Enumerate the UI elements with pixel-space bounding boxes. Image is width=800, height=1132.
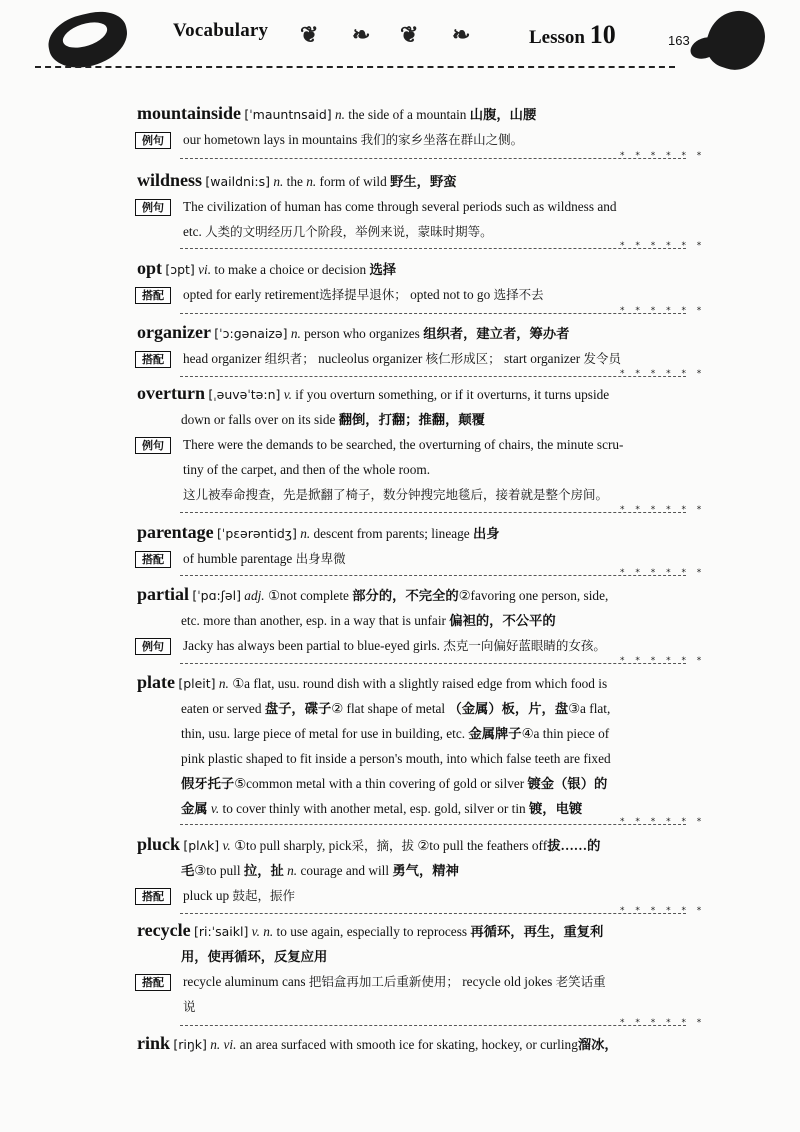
entry-divider (180, 248, 686, 249)
entry-divider (180, 376, 686, 377)
collocation-row: 搭配 recycle aluminum cans 把铝盒再加工后重新使用； recycle old jokes 老笑话重 (137, 969, 709, 994)
entry-organizer: organizer [ˈɔ:gənaizə] n. person who organizes 组织者，建立者，筹办者 搭配 head organizer 组织者； nucleolus organizer 核仁形成区； start organizer 发令员 (137, 320, 709, 371)
collocation-tag: 搭配 (135, 888, 171, 905)
stars: * * * * * * (620, 306, 706, 316)
entry-divider (180, 1025, 686, 1026)
collocation-row: 搭配 of humble parentage 出身卑微 (137, 546, 709, 571)
entry-pluck: pluck [plʌk] v. ①to pull sharply, pick采，摘，拔 ②to pull the feathers off拔……的 毛③to pull 拉，扯 n. courage and will 勇气，精神 搭配 pluck up 鼓起，振作 (137, 832, 709, 908)
stars: * * * * * * (620, 241, 706, 251)
collocation-row: 搭配 opted for early retirement选择提早退休； opted not to go 选择不去 (137, 282, 709, 307)
stars: * * * * * * (620, 1018, 706, 1028)
entry-parentage: parentage [ˈpɛərəntidʒ] n. descent from parents; lineage 出身 搭配 of humble parentage 出身卑微 (137, 520, 709, 571)
stars: * * * * * * (620, 369, 706, 379)
example-tag: 例句 (135, 199, 171, 216)
entry-wildness: wildness [waildni:s] n. the n. form of wild 野生，野蛮 例句 The civilization of human has come through several periods such as wildness and etc. 人类的文明经历几个阶段，举例来说，蒙昧时期等。 (137, 168, 709, 244)
collocation-row: 搭配 head organizer 组织者； nucleolus organizer 核仁形成区； start organizer 发令员 (137, 346, 709, 371)
collocation-tag: 搭配 (135, 551, 171, 568)
stars: * * * * * * (620, 656, 706, 666)
stars: * * * * * * (620, 906, 706, 916)
example-tag: 例句 (135, 638, 171, 655)
header-divider (35, 66, 675, 68)
entry-divider (180, 824, 686, 825)
entry-recycle: recycle [ri:ˈsaikl] v. n. to use again, especially to reprocess 再循环，再生，重复利 用，使再循环，反复应用 搭配 recycle aluminum cans 把铝盒再加工后重新使用； recycle old jokes 老笑话重 说 (137, 918, 709, 1019)
example-tag: 例句 (135, 437, 171, 454)
collocation-tag: 搭配 (135, 974, 171, 991)
example-row: 例句 Jacky has always been partial to blue-eyed girls. 杰克一向偏好蓝眼睛的女孩。 (137, 633, 709, 658)
entry-mountainside: mountainside [ˈmauntnsaid] n. the side of a mountain 山腹，山腰 例句 our hometown lays in mountains 我们的家乡坐落在群山之侧。 (137, 101, 709, 152)
stars: * * * * * * (620, 568, 706, 578)
page-header (0, 0, 800, 80)
example-row: 例句 The civilization of human has come through several periods such as wildness and (137, 194, 709, 219)
entry-overturn: overturn [ˌəuvəˈtə:n] v. if you overturn something, or if it overturns, it turns upside down or falls over on its side 翻倒，打翻；推翻，颠覆 例句 There were the demands to be searched, the overturning of chairs, the minute scru- tiny of the carpet, and then of the whole room. 这儿被奉命搜查，先是掀翻了椅子，数分钟搜完地毯后，接着就是整个房间。 (137, 381, 709, 507)
entry-plate: plate [pleit] n. ①a flat, usu. round dish with a slightly raised edge from which food is eaten or served 盘子，碟子② flat shape of metal （金属）板，片，盘③a flat, thin, usu. large piece of metal for use in building, etc. 金属牌子④a thin piece of pink plastic shaped to fit inside a person's mouth, into which false teeth are fixed 假牙托子⑤common metal with a thin covering of gold or silver 镀金（银）的 金属 v. to cover thinly with another metal, esp. gold, silver or tin 镀，电镀 (137, 672, 611, 816)
example-tag: 例句 (135, 132, 171, 149)
entry-partial: partial [ˈpɑ:ʃəl] adj. ①not complete 部分的，不完全的②favoring one person, side, etc. more than another, esp. in a way that is unfair 偏袒的，不公平的 例句 Jacky has always been partial to blue-eyed girls. 杰克一向偏好蓝眼睛的女孩。 (137, 582, 709, 658)
entry-divider (180, 575, 686, 576)
entry-divider (180, 313, 686, 314)
example-row: 例句 our hometown lays in mountains 我们的家乡坐落在群山之侧。 (137, 127, 709, 152)
stars: * * * * * * (620, 505, 706, 515)
collocation-row: 搭配 pluck up 鼓起，振作 (137, 883, 709, 908)
page-number: 163 (668, 33, 690, 48)
entry-rink: rink [riŋk] n. vi. an area surfaced with smooth ice for skating, hockey, or curling溜冰， (137, 1033, 618, 1053)
entry-divider (180, 663, 686, 664)
ornament-icon: ❧ (352, 22, 371, 47)
ornament-icon: ❦ (400, 22, 419, 47)
stars: * * * * * * (620, 817, 706, 827)
entry-divider (180, 158, 686, 159)
ornament-icon: ❦ (300, 22, 319, 47)
entry-divider (180, 512, 686, 513)
entry-divider (180, 913, 686, 914)
collocation-tag: 搭配 (135, 287, 171, 304)
example-row: 例句 There were the demands to be searched, the overturning of chairs, the minute scru- (137, 432, 709, 457)
entry-opt: opt [ɔpt] vi. to make a choice or decision 选择 搭配 opted for early retirement选择提早退休； opted not to go 选择不去 (137, 256, 709, 307)
header-lesson: Lesson 10 (529, 20, 616, 49)
collocation-tag: 搭配 (135, 351, 171, 368)
ornament-icon: ❧ (452, 22, 471, 47)
header-title: Vocabulary (173, 20, 269, 41)
stars: * * * * * * (620, 151, 706, 161)
